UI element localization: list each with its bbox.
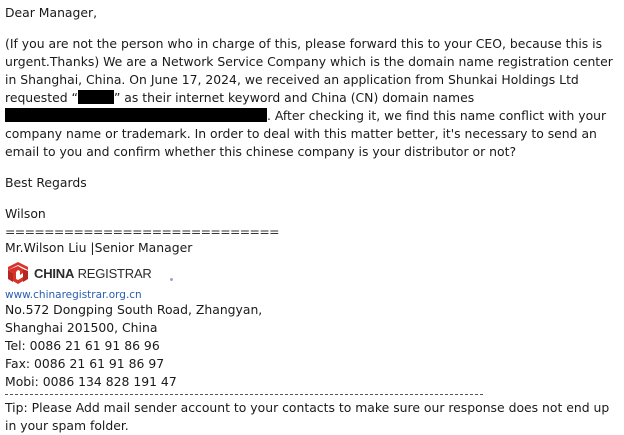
mobile: Mobi: 0086 134 828 191 47 [5, 374, 177, 389]
china-registrar-logo-icon [5, 261, 31, 287]
decorative-dot [170, 278, 173, 281]
signoff: Best Regards [5, 175, 87, 190]
address-line-2: Shanghai 201500, China [5, 320, 158, 335]
email-body [5, 4, 617, 435]
signature-title: Mr.Wilson Liu |Senior Manager [5, 240, 193, 255]
dashed-divider [5, 394, 483, 395]
company-logo [5, 258, 617, 290]
message-paragraph [5, 35, 617, 161]
message-text-part3: . After checking it, we find this name conflict with your company name or trademark. In order to deal with this matter better, it's necessary to send an email to you and confirm whether this chinese company is your distributor or not? [5, 108, 607, 159]
message-text-part2: ” as their internet keyword and China (CN) domain names [113, 90, 475, 105]
logo-wordmark: CHINA REGISTRAR [34, 266, 152, 281]
redacted-domain-names [5, 108, 267, 122]
telephone: Tel: 0086 21 61 91 86 96 [5, 338, 160, 353]
spam-tip: Tip: Please Add mail sender account to your contacts to make sure our response does not end up in your spam folder. [5, 400, 610, 433]
address-line-1: No.572 Dongping South Road, Zhangyan, [5, 302, 263, 317]
fax: Fax: 0086 21 61 91 86 97 [5, 356, 165, 371]
signer-name: Wilson [5, 206, 46, 221]
redacted-keyword [78, 90, 114, 104]
greeting: Dear Manager, [5, 5, 98, 20]
website-link[interactable]: www.chinaregistrar.org.cn [5, 289, 142, 301]
message-text-part1: (If you are not the person who in charge of this, please forward this to your CEO, because this is urgent.Thanks) We are a Network Service Company which is the domain name registration center in Shanghai, China. On June 17, 2024, we received an application from Shunkai Holdings Ltd requested “ [5, 36, 613, 105]
signature-separator: ============================ [5, 224, 279, 239]
